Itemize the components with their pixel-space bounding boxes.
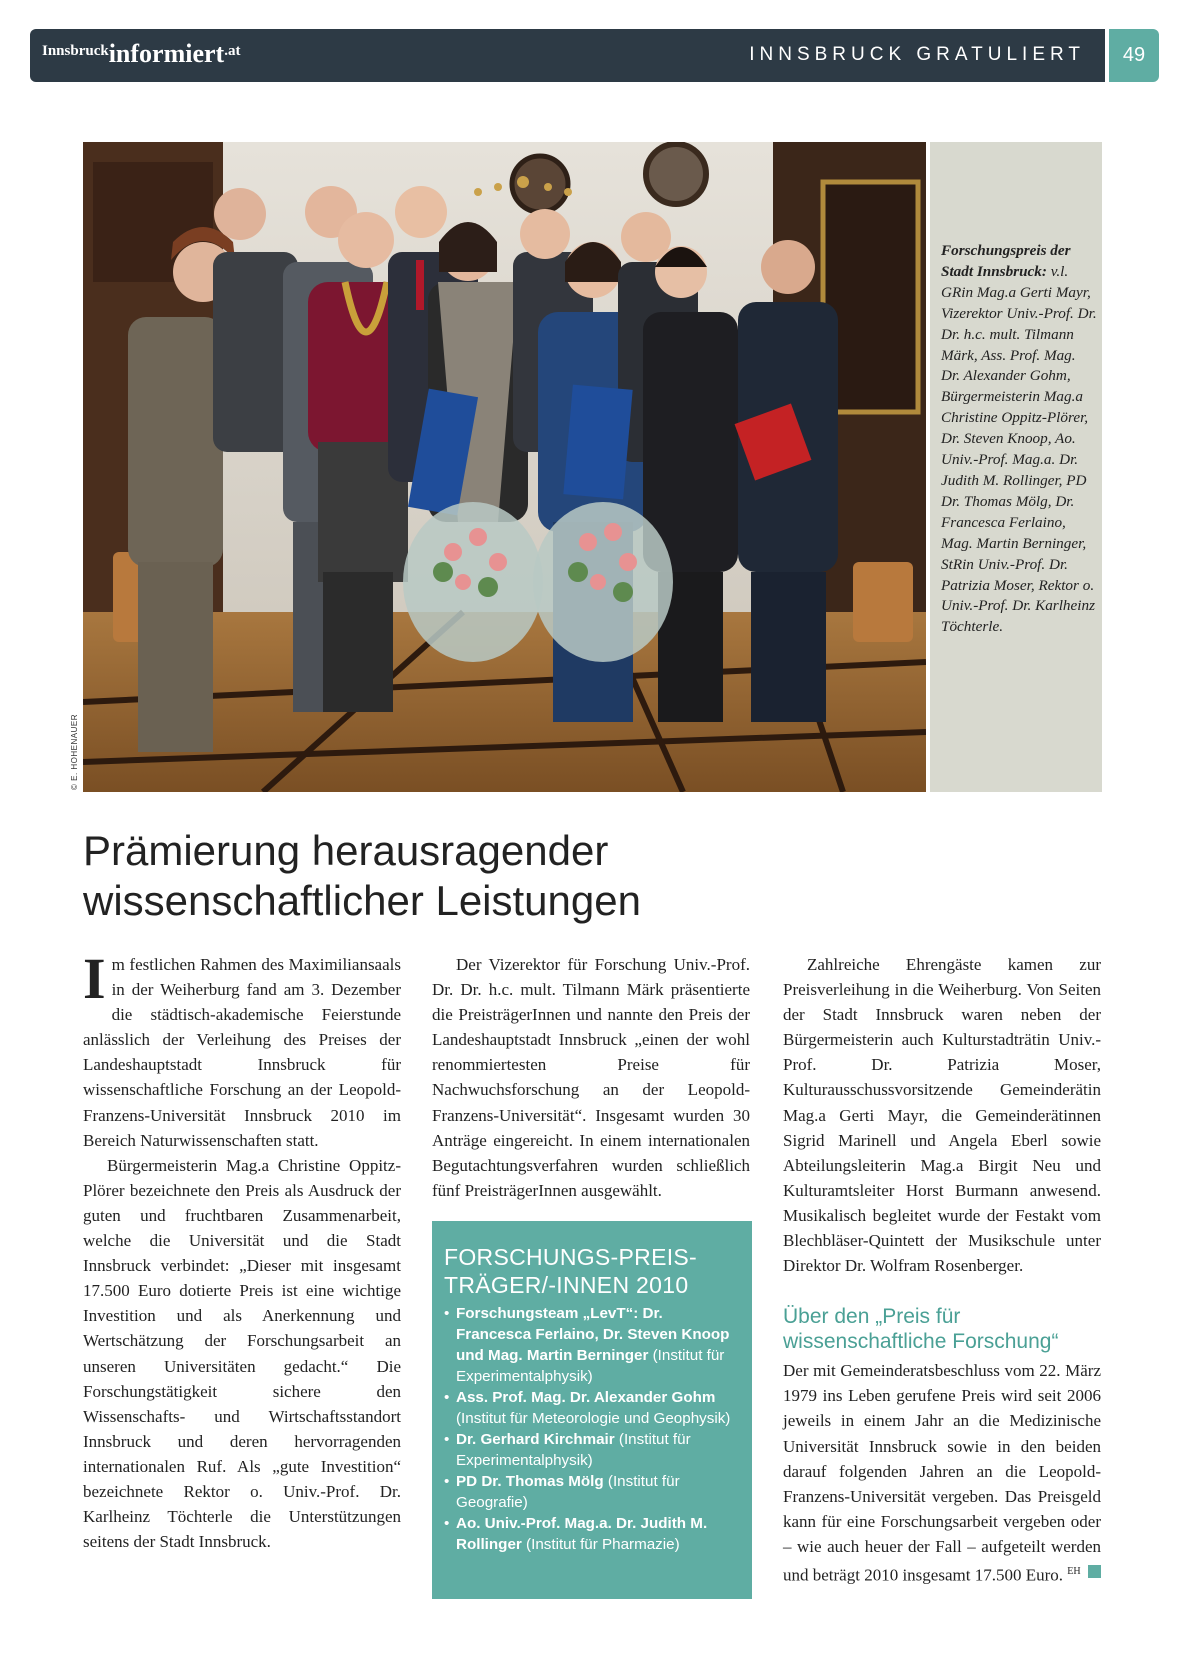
prize-winners-box bbox=[432, 1221, 752, 1599]
prize-winners-title-line-1: FORSCHUNGS-PREIS- bbox=[444, 1244, 698, 1270]
prize-winner-item bbox=[444, 1513, 740, 1555]
magazine-logo[interactable] bbox=[42, 39, 240, 69]
prize-winner-item bbox=[444, 1303, 740, 1387]
winner-institute: (Institut für Meteorologie und Geophysik) bbox=[456, 1410, 731, 1427]
caption-names: v.l. GRin Mag.a Gerti Mayr, Vizerektor Univ.-Prof. Dr. Dr. h.c. mult. Tilmann Märk, Ass. Prof. Mag. Dr. Alexander Gohm, Bürgermeisterin Mag.a Christine Oppitz-Plörer, Dr. Steven Knoop, Ao. Univ.-Prof. Mag.a. Dr. Judith M. Rollinger, PD Dr. Thomas Mölg, Dr. Francesca Ferlaino, Mag. Martin Berninger, StRin Univ.-Prof. Dr. Patrizia Moser, Rektor o. Univ.-Prof. Dr. Karlheinz Töchterle. bbox=[941, 262, 1097, 636]
article-paragraph: Der Vizerektor für Forschung Univ.-Prof. Dr. Dr. h.c. mult. Tilmann Märk präsentierte die PreisträgerInnen und nannte den Preis der Landeshauptstadt Innsbruck „einen der wohl renommiertesten Preise für Nachwuchsforschung an der Leopold-Franzens-Universität“. Insgesamt wurden 30 Anträge eingereicht. In einem internationalen Begutachtungsverfahren wurden schließlich fünf PreisträgerInnen ausgewählt. bbox=[432, 955, 750, 1200]
prize-winner-item bbox=[444, 1471, 740, 1513]
bullet-icon: • bbox=[444, 1473, 450, 1490]
prize-winner-item bbox=[444, 1429, 740, 1471]
end-mark-icon bbox=[1088, 1565, 1101, 1578]
article-paragraph: Zahlreiche Ehrengäste kamen zur Preisverleihung in die Weiherburg. Von Seiten der Stadt Innsbruck waren neben der Bürgermeisterin auch Kulturstadträtin Univ.-Prof. Dr. Patrizia Moser, Kulturausschussvorsitzende Gemeinderätin Mag.a Gerti Mayr, die Gemeinderätinnen Sigrid Marinell und Angela Eberl sowie Abteilungsleiterin Mag.a Birgit Neu und Kulturamtsleiter Horst Burmann anwesend. Musikalisch begleitet wurde der Festakt vom Blechbläser-Quintett der Musikschule unter Direktor Dr. Wolfram Rosenberger. bbox=[783, 955, 1101, 1276]
photo-illustration bbox=[83, 142, 926, 792]
drop-cap: I bbox=[83, 946, 106, 1011]
article-paragraph: Bürgermeisterin Mag.a Christine Oppitz-Plörer bezeichnete den Preis als Ausdruck der guten und fruchtbaren Zusammenarbeit, welche die Universität und die Stadt Innsbruck verbindet: „Dieser mit insgesamt 17.500 Euro dotierte Preis ist eine wichtige Investition und als Anerkennung und Wertschätzung der Forschungsarbeit an unseren Universitäten gedacht.“ Die Forschungstätigkeit sichere den Wissenschafts- und Wirtschaftsstandort Innsbruck und deren hervorragenden internationalen Ruf. Als „gute Investition“ bezeichnete Rektor o. Univ.-Prof. Dr. Karlheinz Töchterle die Unterstützungen seitens der Stadt Innsbruck. bbox=[83, 1155, 401, 1552]
caption-title: Forschungspreis der Stadt Innsbruck: bbox=[941, 242, 1071, 280]
logo-main: informiert bbox=[108, 39, 225, 68]
winner-institute: (Institut für Experimentalphysik) bbox=[456, 1347, 725, 1385]
winner-name: Forschungsteam „LevT“: Dr. Francesca Ferlaino, Dr. Steven Knoop und Mag. Martin Berninger bbox=[456, 1305, 730, 1364]
section-title: INNSBRUCK GRATULIERT bbox=[749, 44, 1085, 65]
headline-line-1: Prämierung herausragender bbox=[83, 827, 609, 874]
header-bar bbox=[30, 29, 1105, 82]
winner-name: Ass. Prof. Mag. Dr. Alexander Gohm bbox=[456, 1389, 716, 1406]
winner-name: Dr. Gerhard Kirchmair bbox=[456, 1431, 615, 1448]
photo-caption bbox=[941, 241, 1097, 638]
article-column-3 bbox=[783, 952, 1101, 1588]
photo-credit: © E. HOHENAUER bbox=[70, 713, 79, 790]
sub-headline-line-1: Über den „Preis für bbox=[783, 1305, 961, 1329]
paragraph-text: m festlichen Rahmen des Maximiliansaals in der Weiherburg fand am 3. Dezember die städtisch-akademische Feierstunde anlässlich der Verleihung des Preises der Landeshauptstadt Innsbruck für wissenschaftliche Forschung an der Leopold-Franzens-Universität Innsbruck 2010 im Bereich Naturwissenschaften statt. bbox=[83, 955, 401, 1150]
article-headline bbox=[83, 826, 983, 926]
prize-winners-title bbox=[444, 1243, 740, 1299]
logo-suffix: .at bbox=[224, 43, 241, 59]
winner-institute: (Institut für Experimentalphysik) bbox=[456, 1431, 691, 1469]
winner-institute: (Institut für Geografie) bbox=[456, 1473, 680, 1511]
page-number: 49 bbox=[1109, 29, 1159, 82]
sub-headline bbox=[783, 1304, 1101, 1354]
winner-institute: (Institut für Pharmazie) bbox=[521, 1536, 680, 1553]
article-column-1 bbox=[83, 946, 401, 1554]
author-initials: EH bbox=[1067, 1565, 1081, 1577]
article-paragraph bbox=[83, 946, 401, 1153]
sub-headline-line-2: wissenschaftliche Forschung“ bbox=[783, 1330, 1059, 1354]
bullet-icon: • bbox=[444, 1389, 450, 1406]
prize-winner-item bbox=[444, 1387, 740, 1429]
headline-line-2: wissenschaftlicher Leistungen bbox=[83, 877, 641, 924]
article-paragraph bbox=[783, 1358, 1101, 1588]
winner-name: PD Dr. Thomas Mölg bbox=[456, 1473, 604, 1490]
bullet-icon: • bbox=[444, 1515, 450, 1532]
bullet-icon: • bbox=[444, 1305, 450, 1322]
paragraph-text: Der mit Gemeinderatsbeschluss vom 22. März 1979 ins Leben gerufene Preis wird seit 2006 jeweils in einem Jahr an die Medizinische Universität Innsbruck sowie in den beiden darauf folgenden Jahren an die Leopold-Franzens-Universität vergeben. Das Preisgeld kann für eine Forschungsarbeit vergeben oder – wie auch heuer der Fall – aufgeteilt werden und beträgt 2010 insgesamt 17.500 Euro. bbox=[783, 1361, 1101, 1585]
logo-prefix: Innsbruck bbox=[42, 43, 109, 59]
bullet-icon: • bbox=[444, 1431, 450, 1448]
winner-name: Ao. Univ.-Prof. Mag.a. Dr. Judith M. Rollinger bbox=[456, 1515, 708, 1553]
photo-caption-box bbox=[930, 142, 1102, 792]
prize-winners-title-line-2: TRÄGER/-INNEN 2010 bbox=[444, 1272, 689, 1298]
article-column-2 bbox=[432, 952, 750, 1203]
group-photo bbox=[83, 142, 926, 792]
